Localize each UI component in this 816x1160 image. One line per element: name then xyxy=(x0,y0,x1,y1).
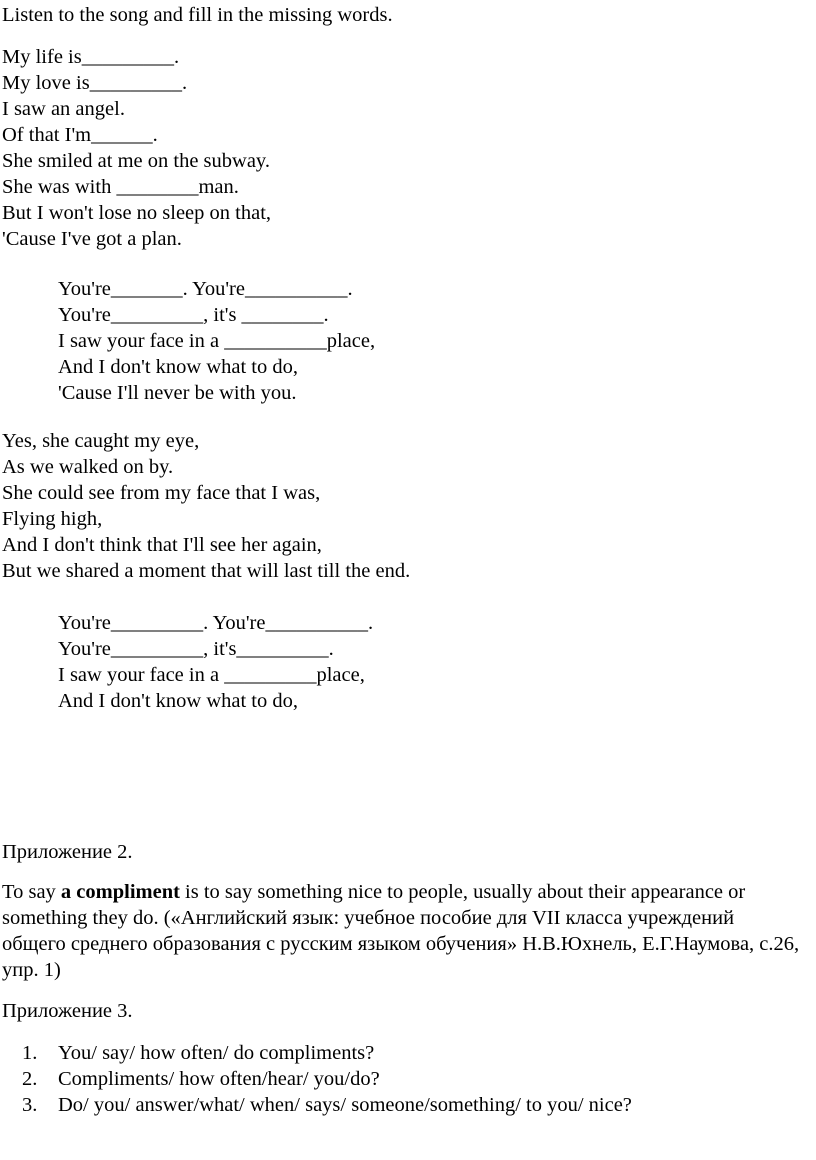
lyric-line: And I don't know what to do, xyxy=(58,690,298,712)
lyric-line: She was with ________man. xyxy=(2,176,239,198)
lyric-line: Of that I'm______. xyxy=(2,124,158,146)
chorus-1 xyxy=(58,276,375,406)
lyric-line: Yes, she caught my eye, xyxy=(2,430,200,452)
lyric-line: As we walked on by. xyxy=(2,456,174,478)
lyric-line: You're_______. You're__________. xyxy=(58,278,353,300)
appendix-2-text-before: To say xyxy=(2,881,61,903)
appendix-3-list xyxy=(22,1040,632,1118)
list-item xyxy=(22,1066,632,1092)
lyric-line: 'Cause I've got a plan. xyxy=(2,228,182,250)
lyric-line: She smiled at me on the subway. xyxy=(2,150,270,172)
appendix-2-paragraph xyxy=(2,879,802,983)
lyric-line: You're_________, it's ________. xyxy=(58,304,329,326)
appendix-2-text-after: is to say something nice to people, usually about their appearance or something they do. («Английский язык: учебное пособие для VII класса учреждений общего среднего образования с русским языком обучения» Н.В.Юхнель, Е.Г.Наумова, с.26, упр. 1) xyxy=(2,881,800,981)
list-item-number: 2. xyxy=(22,1068,38,1090)
lyric-line: 'Cause I'll never be with you. xyxy=(58,382,297,404)
verse-1 xyxy=(2,44,271,252)
lyric-line: I saw an angel. xyxy=(2,98,125,120)
lyric-line: You're_________, it's_________. xyxy=(58,638,334,660)
list-item-number: 1. xyxy=(22,1042,38,1064)
list-item-text: You/ say/ how often/ do compliments? xyxy=(58,1042,375,1064)
lyric-line: She could see from my face that I was, xyxy=(2,482,321,504)
lyric-line: My life is_________. xyxy=(2,46,180,68)
list-item-number: 3. xyxy=(22,1094,38,1116)
list-item xyxy=(22,1092,632,1118)
appendix-2-heading: Приложение 2. xyxy=(2,841,133,863)
appendix-3-heading: Приложение 3. xyxy=(2,1000,133,1022)
lyric-line: Flying high, xyxy=(2,508,103,530)
lyric-line: But we shared a moment that will last till the end. xyxy=(2,560,411,582)
lyric-line: And I don't think that I'll see her again, xyxy=(2,534,322,556)
verse-2 xyxy=(2,428,410,584)
lyric-line: My love is_________. xyxy=(2,72,188,94)
lyric-line: I saw your face in a __________place, xyxy=(58,330,376,352)
lyric-line: And I don't know what to do, xyxy=(58,356,298,378)
list-item-text: Do/ you/ answer/what/ when/ says/ someone/something/ to you/ nice? xyxy=(58,1094,632,1116)
instruction-text: Listen to the song and fill in the missing words. xyxy=(2,4,393,26)
list-item-text: Compliments/ how often/hear/ you/do? xyxy=(58,1068,380,1090)
lyric-line: But I won't lose no sleep on that, xyxy=(2,202,272,224)
lyric-line: I saw your face in a _________place, xyxy=(58,664,365,686)
compliment-term: a compliment xyxy=(60,881,180,903)
chorus-2 xyxy=(58,610,373,714)
lyric-line: You're_________. You're__________. xyxy=(58,612,374,634)
list-item xyxy=(22,1040,632,1066)
